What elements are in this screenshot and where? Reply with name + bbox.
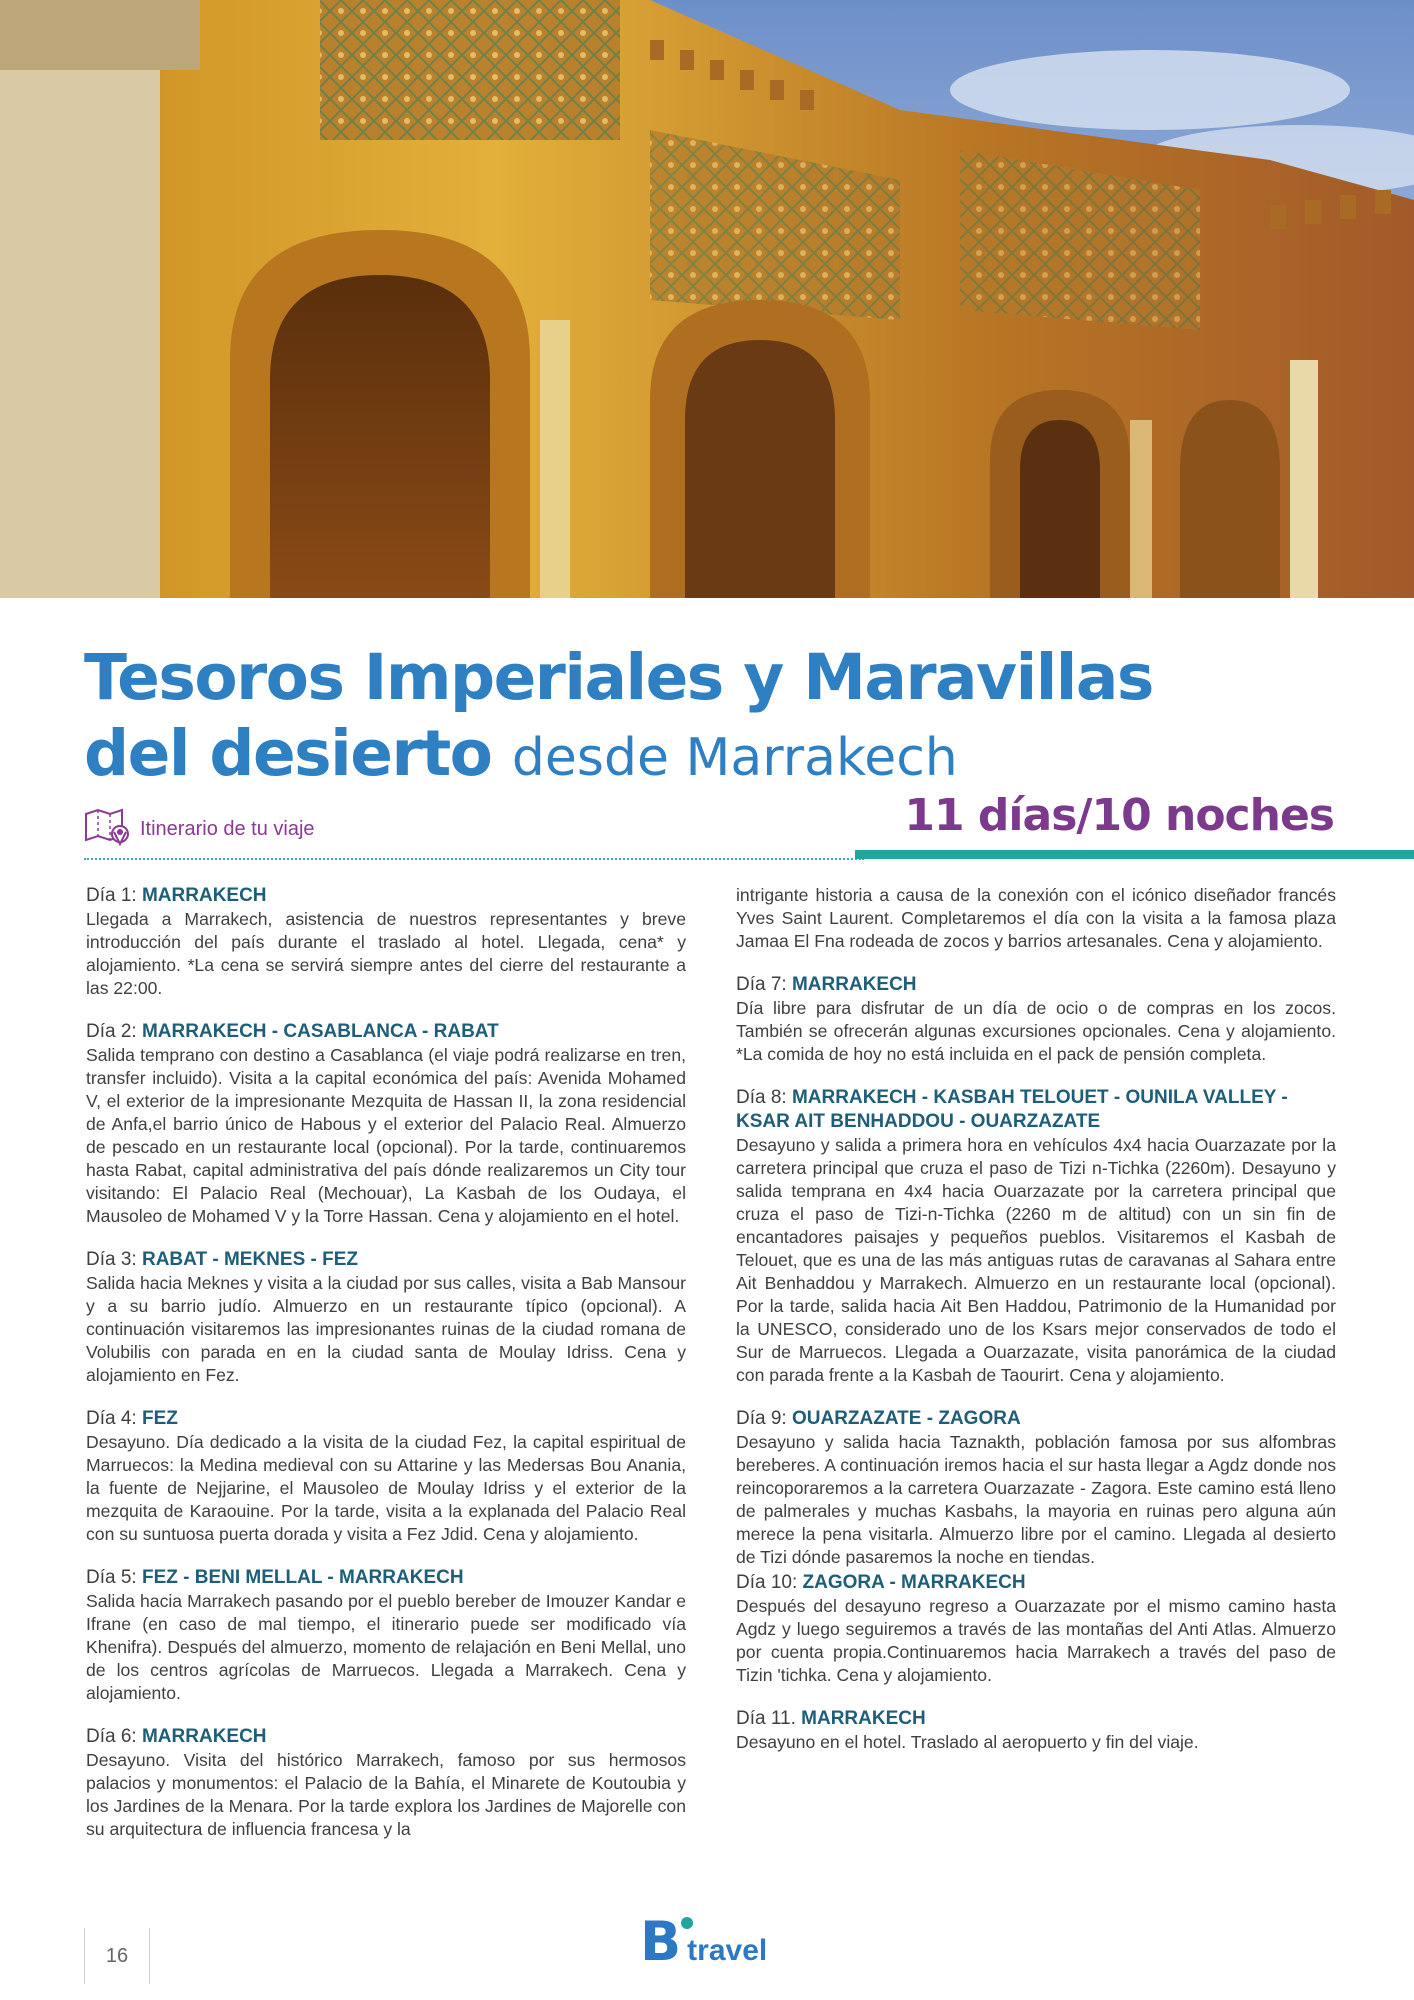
moroccan-gate-photo [0, 0, 1414, 598]
brand-word: travel [687, 1934, 768, 1967]
day-heading: Día 8: MARRAKECH - KASBAH TELOUET - OUNILA VALLEY - KSAR AIT BENHADDOU - OUARZAZATE [736, 1087, 1288, 1132]
day-11 [736, 1707, 1336, 1754]
day-description: Salida temprano con destino a Casablanca (el viaje podrá realizarse en tren, transfer incluido). Visita a la capital económica del país: Avenida Mohamed V, el exterior de la impresionante Mezquita de Hassan II, la zona residencial de Anfa,el barrio único de Habous y el exterior del Palacio Real. Almuerzo de pescado en un restaurante local (opcional). Por la tarde, continuaremos hasta Rabat, capital administrativa del país dónde realizaremos un City tour visitando: El Palacio Real (Mechouar), La Kasbah de los Oudaya, el Mausoleo de Mohamed V y la Torre Hassan. Cena y alojamiento en el hotel. [86, 1045, 686, 1226]
day-description: Día libre para disfrutar de un día de ocio o de compras en los zocos. También se ofrecerán algunas excursiones opcionales. Cena y alojamiento. *La comida de hoy no está incluida en el pack de pensión completa. [736, 998, 1336, 1064]
day-description: Salida hacia Meknes y visita a la ciudad por sus calles, visita a Bab Mansour y a su barrio judío. Almuerzo en un restaurante típico (opcional). A continuación visitaremos las impresionantes ruinas de la ciudad romana de Volubilis con parada en en la ciudad santa de Moulay Idriss. Cena y alojamiento en Fez. [86, 1273, 686, 1385]
itinerary-label-text: Itinerario de tu viaje [140, 818, 315, 840]
day-4 [86, 1407, 686, 1546]
day-description: intrigante historia a causa de la conexión con el icónico diseñador francés Yves Saint Laurent. Completaremos el día con la visita a la famosa plaza Jamaa El Fna rodeada de zocos y barrios artesanales. Cena y alojamiento. [736, 885, 1336, 951]
itinerary-label [84, 806, 315, 853]
brand-logo [640, 1910, 768, 1973]
day-heading: Día 6: MARRAKECH [86, 1726, 267, 1747]
day-description: Salida hacia Marrakech pasando por el pueblo bereber de Imouzer Kandar e Ifrane (en caso de mal tiempo, el itinerario puede ser modificado vía Khenifra). Después del almuerzo, momento de relajación en Beni Mellal, uno de los centros agrícolas de Marruecos. Llegada a Marrakech. Cena y alojamiento. [86, 1591, 686, 1703]
day-2 [86, 1020, 686, 1228]
title-line2-bold: del desierto [84, 717, 492, 790]
day-description: Desayuno en el hotel. Traslado al aeropuerto y fin del viaje. [736, 1732, 1199, 1752]
day-heading: Día 1: MARRAKECH [86, 885, 267, 906]
title-line1: Tesoros Imperiales y Maravillas [84, 641, 1153, 714]
brand-dot [681, 1917, 693, 1929]
trip-duration: 11 días/10 noches [904, 790, 1334, 841]
map-pin-icon [84, 806, 132, 853]
day-1 [86, 884, 686, 1000]
day-description: Desayuno. Día dedicado a la visita de la ciudad Fez, la capital espiritual de Marruecos: la Medina medieval con su Attarine y las Medersas Bou Anania, la fuente de Nejjarine, el Mausoleo de Moulay Idriss y el exterior de la mezquita de Karaouine. Por la tarde, visita a la explanada del Palacio Real con su suntuosa puerta dorada y visita a Fez Jdid. Cena y alojamiento. [86, 1432, 686, 1544]
accent-bar [855, 850, 1414, 859]
day-description: Desayuno y salida hacia Taznakth, población famosa por sus alfombras bereberes. A continuación iremos hacia el sur hasta llegar a Agdz donde nos reincoporaremos a la carretera Ouarzazate - Zagora. Este camino está lleno de palmerales y muchas Kasbahs, la mayoria en ruinas pero alguna aún merece la pena visitarla. Almuerzo libre por el camino. Llegada al desierto de Tizi dónde pasaremos la noche en tiendas. [736, 1432, 1336, 1567]
day-10 [736, 1571, 1336, 1687]
day-heading: Día 2: MARRAKECH - CASABLANCA - RABAT [86, 1021, 499, 1042]
day-heading: Día 11. MARRAKECH [736, 1708, 926, 1729]
day-description: Desayuno y salida a primera hora en vehículos 4x4 hacia Ouarzazate por la carretera principal que cruza el paso de Tizi n-Tichka (2260m). Desayuno y salida temprana en 4x4 hacia Ouarzazate por la carretera principal que cruza el paso de Tizi-n-Tichka (2260 m de altitud) con un sin fin de encantadores paisajes y pequeños pueblos. Visitaremos el Kasbah de Telouet, que es una de las más antiguas rutas de caravanas al Sahara entre Ait Benhaddou y Marrakech. Almuerzo en un restaurante local (opcional). Por la tarde, salida hacia Ait Ben Haddou, Patrimonio de la Humanidad por la UNESCO, considerado uno de los Ksars mejor conservados de todo el Sur de Marruecos. Llegada a Ouarzazate, visita panorámica de la ciudad con parada frente a la Kasbah de Taourirt. Cena y alojamiento. [736, 1135, 1336, 1385]
day-heading: Día 4: FEZ [86, 1408, 178, 1429]
day-description: Después del desayuno regreso a Ouarzazate por el mismo camino hasta Agdz y luego seguiremos a través de las montañas del Anti Atlas. Almuerzo por cuenta propia.Continuaremos hacia Marrakech a través del paso de Tizin 'tichka. Cena y alojamiento. [736, 1596, 1336, 1685]
day-6 [86, 1725, 686, 1841]
day-heading: Día 3: RABAT - MEKNES - FEZ [86, 1249, 359, 1270]
day-heading: Día 7: MARRAKECH [736, 974, 917, 995]
day-3 [86, 1248, 686, 1387]
day-heading: Día 5: FEZ - BENI MELLAL - MARRAKECH [86, 1567, 464, 1588]
itinerary-column-right [736, 884, 1336, 1774]
dotted-divider [84, 858, 864, 860]
day-7 [736, 973, 1336, 1066]
title-line2-light: desde Marrakech [511, 728, 958, 788]
day-8 [736, 1086, 1336, 1387]
day-description: Llegada a Marrakech, asistencia de nuestros representantes y breve introducción del país durante el traslado al hotel. Llegada, cena* y alojamiento. *La cena se servirá siempre antes del cierre del restaurante a las 22:00. [86, 909, 686, 998]
day-6-continued [736, 884, 1336, 953]
brand-letter: B [640, 1915, 681, 1969]
hero-photo [0, 0, 1414, 598]
day-heading: Día 9: OUARZAZATE - ZAGORA [736, 1408, 1021, 1429]
page-title [84, 640, 1334, 796]
day-heading: Día 10: ZAGORA - MARRAKECH [736, 1572, 1026, 1593]
day-description: Desayuno. Visita del histórico Marrakech, famoso por sus hermosos palacios y monumentos: el Palacio de la Bahía, el Minarete de Koutoubia y los Jardines de la Menara. Por la tarde explora los Jardines de Majorelle con su arquitectura de influencia francesa y la [86, 1750, 686, 1839]
itinerary-column-left [86, 884, 686, 1861]
day-5 [86, 1566, 686, 1705]
page-number: 16 [84, 1928, 150, 1984]
day-9 [736, 1407, 1336, 1569]
